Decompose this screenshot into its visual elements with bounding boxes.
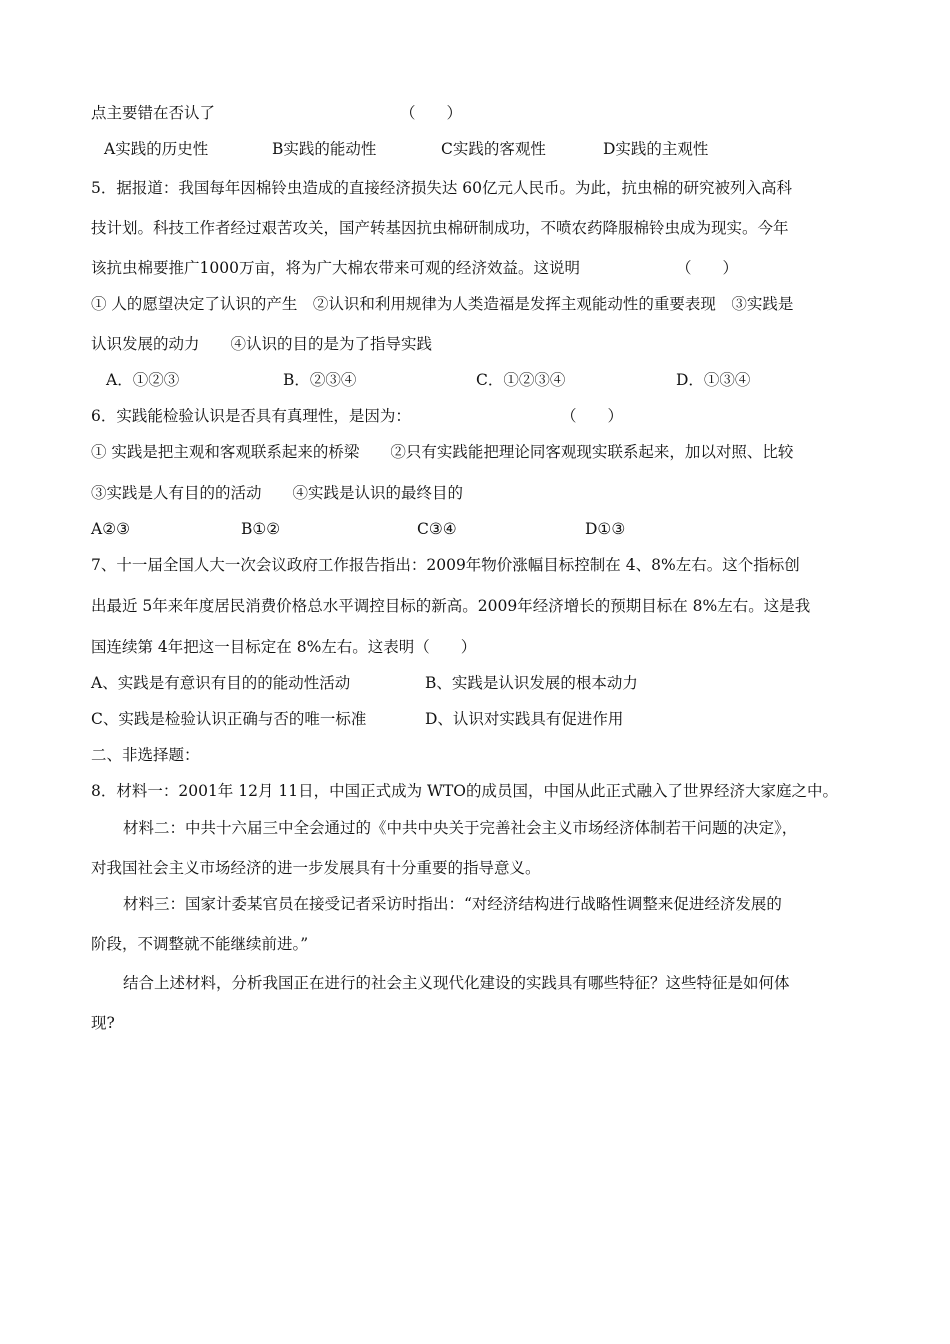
q4-option-a: A实践的历史性 [104, 140, 209, 158]
q4-option-d: D实践的主观性 [603, 140, 709, 158]
q8-material-two-line: 对我国社会主义市场经济的进一步发展具有十分重要的指导意义。 [91, 859, 541, 877]
q4-stem-tail: 点主要错在否认了 [91, 104, 216, 122]
q5-option-a: A．①②③ [106, 371, 180, 389]
q5-stem-line: 技计划。科技工作者经过艰苦攻关，国产转基因抗虫棉研制成功，不喷农药降服棉铃虫成为现实。今年 [91, 219, 789, 237]
q8-question-line: 现? [91, 1014, 115, 1032]
q8-material-three-line: 阶段，不调整就不能继续前进。” [91, 935, 309, 953]
q6-option-c: C③④ [417, 520, 457, 538]
q5-option-b: B．②③④ [283, 371, 357, 389]
q5-statement-line: 认识发展的动力 ④认识的目的是为了指导实践 [91, 335, 433, 353]
q6-option-d: D①③ [585, 520, 626, 538]
q6-option-b: B①② [241, 520, 281, 538]
q5-option-c: C．①②③④ [476, 371, 566, 389]
q7-option-d: D、认识对实践具有促进作用 [425, 710, 624, 728]
q5-answer-blank: （ ） [676, 259, 739, 277]
q7-option-a: A、实践是有意识有目的的能动性活动 [91, 674, 351, 692]
q6-statement-line: ① 实践是把主观和客观联系起来的桥梁 ②只有实践能把理论同客观现实联系起来，加以对照、比较 [91, 443, 794, 461]
q6-answer-blank: （ ） [561, 407, 624, 425]
q7-option-b: B、实践是认识发展的根本动力 [425, 674, 638, 692]
q7-stem-line: 7、十一届全国人大一次会议政府工作报告指出：2009年物价涨幅目标控制在 4、8%左右。这个指标创 [91, 556, 800, 574]
q5-stem-line: 该抗虫棉要推广1000万亩，将为广大棉农带来可观的经济效益。这说明 [91, 259, 580, 277]
q8-material-one: 8．材料一：2001年 12月 11日，中国正式成为 WTO的成员国，中国从此正式融入了世界经济大家庭之中。 [91, 782, 839, 800]
q6-stem: 6．实践能检验认识是否具有真理性，是因为： [91, 407, 411, 425]
q5-statement-line: ① 人的愿望决定了认识的产生 ②认识和利用规律为人类造福是发挥主观能动性的重要表现 ③实践是 [91, 295, 794, 313]
q4-answer-blank: （ ） [400, 104, 463, 122]
q5-option-d: D．①③④ [676, 371, 751, 389]
q6-statement-line: ③实践是人有目的的活动 ④实践是认识的最终目的 [91, 484, 464, 502]
q6-option-a: A②③ [91, 520, 130, 538]
q8-material-two-line: 材料二：中共十六届三中全会通过的《中共中央关于完善社会主义市场经济体制若干问题的决定》， [123, 819, 798, 837]
q8-material-three-line: 材料三：国家计委某官员在接受记者采访时指出：“对经济结构进行战略性调整来促进经济发展的 [123, 895, 782, 913]
q7-stem-line: 国连续第 4年把这一目标定在 8%左右。这表明（ ） [91, 638, 477, 656]
q5-stem-line: 5．据报道：我国每年因棉铃虫造成的直接经济损失达 60亿元人民币。为此，抗虫棉的研究被列入高科 [91, 179, 793, 197]
q8-question-line: 结合上述材料，分析我国正在进行的社会主义现代化建设的实践具有哪些特征？这些特征是如何体 [123, 974, 790, 992]
q7-option-c: C、实践是检验认识正确与否的唯一标准 [91, 710, 367, 728]
q7-stem-line: 出最近 5年来年度居民消费价格总水平调控目标的新高。2009年经济增长的预期目标在 8%左右。这是我 [91, 597, 811, 615]
section-heading: 二、非选择题： [91, 746, 200, 764]
q4-option-c: C实践的客观性 [441, 140, 546, 158]
q4-option-b: B实践的能动性 [272, 140, 377, 158]
